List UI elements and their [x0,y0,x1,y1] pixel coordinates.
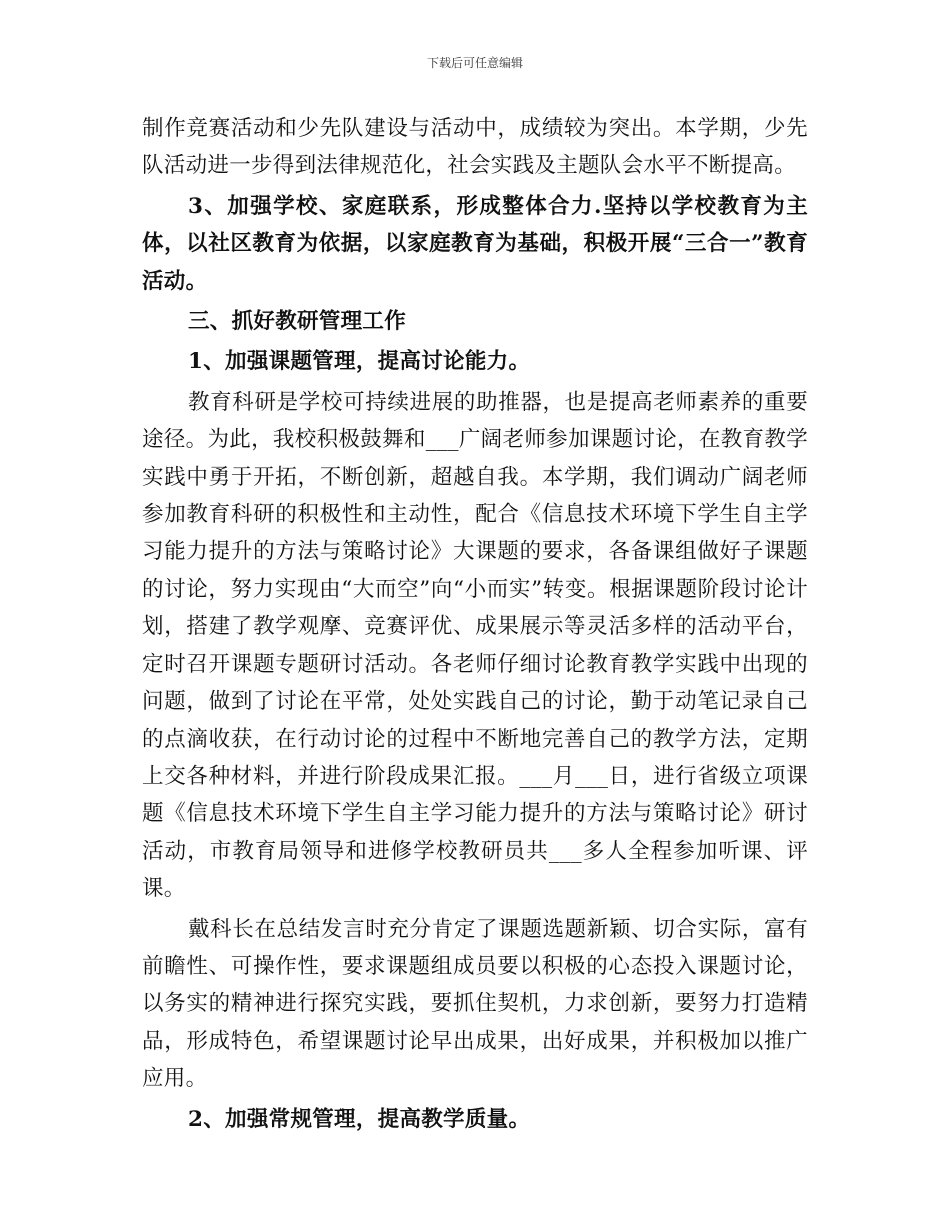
page-header: 下载后可任意编辑 [426,56,523,70]
paragraph-item-3: 3、加强学校、家庭联系，形成整体合力.坚持以学校教育为主体，以社区教育为依据，以家庭教育为基础，积极开展“三合一”教育活动。 [142,193,808,294]
paragraph-research: 教育科研是学校可持续进展的助推器，也是提高老师素养的重要途径。为此，我校积极鼓舞和___广阔老师参加课题讨论，在教育教学实践中勇于开拓，不断创新，超越自我。本学期，我们调动广阔老师参加教育科研的积极性和主动性，配合《信息技术环境下学生自主学习能力提升的方法与策略讨论》大课题的要求，各备课组做好子课题的讨论，努力实现由“大而空”向“小而实”转变。根据课题阶段讨论计划，搭建了教学观摩、竞赛评优、成果展示等灵活多样的活动平台，定时召开课题专题研讨活动。各老师仔细讨论教育教学实践中出现的问题，做到了讨论在平常，处处实践自己的讨论，勤于动笔记录自己的点滴收获，在行动讨论的过程中不断地完善自己的教学方法，定期上交各种材料，并进行阶段成果汇报。___月___日，进行省级立项课题《信息技术环境下学生自主学习能力提升的方法与策略讨论》研讨活动，市教育局领导和进修学校教研员共___多人全程参加听课、评课。 [142,389,808,902]
subheading-1: 1、加强课题管理，提高讨论能力。 [188,349,531,375]
paragraph-summary: 戴科长在总结发言时充分肯定了课题选题新颖、切合实际，富有前瞻性、可操作性，要求课题组成员要以积极的心态投入课题讨论，以务实的精神进行探究实践，要抓住契机，力求创新，要努力打造精品，形成特色，希望课题讨论早出成果，出好成果，并积极加以推广应用。 [142,916,808,1092]
section-heading: 三、抓好教研管理工作 [188,309,407,335]
document-body [142,110,808,1138]
subheading-2: 2、加强常规管理，提高教学质量。 [188,1106,531,1132]
paragraph-continuation: 制作竞赛活动和少先队建设与活动中，成绩较为突出。本学期，少先队活动进一步得到法律规范化，社会实践及主题队会水平不断提高。 [142,116,808,179]
